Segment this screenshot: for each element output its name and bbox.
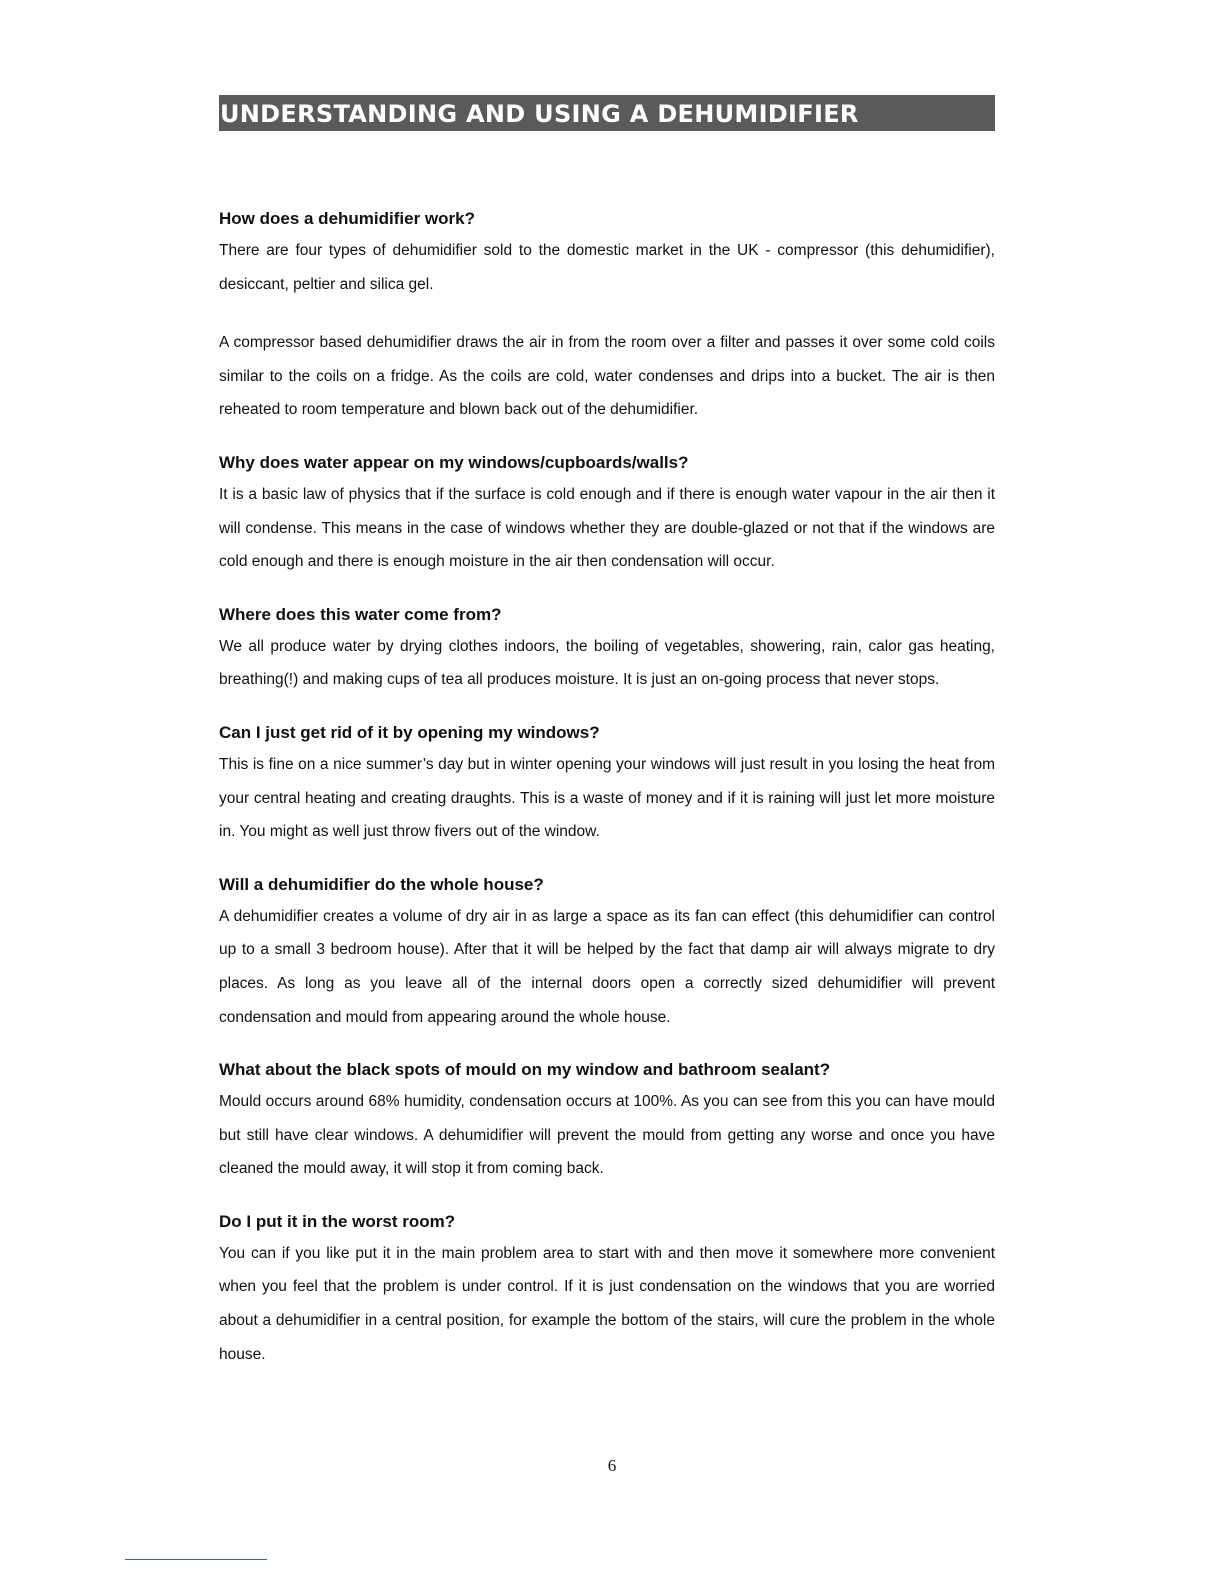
section-heading: How does a dehumidifier work? (219, 209, 475, 228)
faq-section (219, 1210, 995, 1371)
section-heading: Why does water appear on my windows/cupboards/walls? (219, 452, 689, 472)
section-heading: Where does this water come from? (219, 604, 502, 624)
faq-section (219, 603, 995, 697)
section-heading: Do I put it in the worst room? (219, 1211, 456, 1231)
footnote-divider (125, 1559, 267, 1560)
faq-section (219, 721, 995, 849)
faq-section (219, 451, 995, 579)
section-paragraph: This is fine on a nice summer’s day but in winter opening your windows will just result in you losing the heat from your central heating and creating draughts. This is a waste of money and if it is raining will just let more moisture in. You might as well just throw fivers out of the window. (219, 755, 995, 841)
faq-section (219, 873, 995, 1034)
faq-sections (219, 207, 995, 1371)
section-paragraph: A dehumidifier creates a volume of dry air in as large a space as its fan can effect (this dehumidifier can control up to a small 3 bedroom house). After that it will be helped by the fact that damp air will always migrate to dry places. As long as you leave all of the internal doors open a correctly sized dehumidifier will prevent condensation and mould from appearing around the whole house. (219, 907, 995, 1026)
section-paragraph: You can if you like put it in the main problem area to start with and then move it somewhere more convenient when you feel that the problem is under control. If it is just condensation on the windows that you are worried about a dehumidifier in a central position, for example the bottom of the stairs, will cure the problem in the whole house. (219, 1244, 995, 1363)
page-number: 6 (607, 1456, 617, 1475)
section-heading: What about the black spots of mould on my window and bathroom sealant? (219, 1060, 831, 1080)
section-paragraph: It is a basic law of physics that if the surface is cold enough and if there is enough water vapour in the air then it will condense. This means in the case of windows whether they are double-glazed or not that if the windows are cold enough and there is enough moisture in the air then condensation will occur. (219, 485, 995, 571)
section-paragraph: A compressor based dehumidifier draws the air in from the room over a filter and passes it over some cold coils similar to the coils on a fridge. As the coils are cold, water condenses and drips into a bucket. The air is then reheated to room temperature and blown back out of the dehumidifier. (219, 334, 995, 419)
section-paragraph: We all produce water by drying clothes indoors, the boiling of vegetables, showering, rain, calor gas heating, breathing(!) and making cups of tea all produces moisture. It is just an on-going process that never stops. (219, 637, 995, 689)
faq-section (219, 1058, 995, 1186)
faq-section (219, 207, 995, 427)
section-paragraph: Mould occurs around 68% humidity, condensation occurs at 100%. As you can see from this you can have mould but still have clear windows. A dehumidifier will prevent the mould from getting any worse and once you have cleaned the mould away, it will stop it from coming back. (219, 1093, 995, 1178)
page-title: UNDERSTANDING AND USING A DEHUMIDIFIER (219, 95, 995, 131)
section-heading: Will a dehumidifier do the whole house? (219, 874, 544, 894)
section-heading: Can I just get rid of it by opening my windows? (219, 722, 600, 742)
document-page (219, 95, 995, 1395)
section-paragraph: There are four types of dehumidifier sold to the domestic market in the UK - compressor (this dehumidifier), desiccant, peltier and silica gel. (219, 242, 995, 293)
